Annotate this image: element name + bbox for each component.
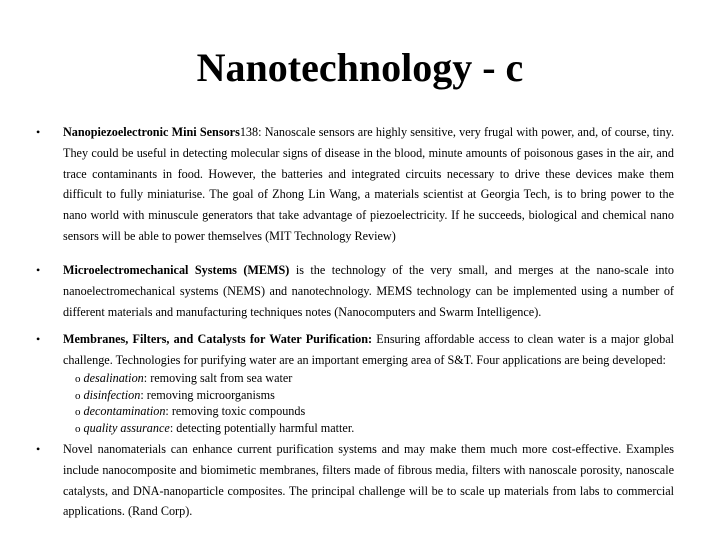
sub-term: quality assurance	[83, 420, 170, 435]
sub-term: disinfection	[83, 387, 141, 402]
bullet-marker: •	[36, 125, 41, 139]
bullet-marker: •	[36, 332, 41, 346]
bullet-text	[63, 122, 674, 247]
bullet-body: Nanoscale sensors are highly sensitive, very frugal with power, and, of course, tiny. They could be useful in detecting molecular signs of disease in the blood, minute amounts of poisonous gases in the air, and trace contaminants in food. However, the batteries and integrated circuits necessary to drive these devices make them difficult to fully miniaturise. The goal of Zhong Lin Wang, a materials scientist at Georgia Tech, is to bring power to the nano world with minuscule generators that take advantage of piezoelectricity. If he succeeds, biological and chemical nano sensors will be able to power themselves (MIT Technology Review)	[63, 125, 674, 243]
sub-desc: : removing toxic compounds	[165, 404, 306, 419]
bullet-heading: Nanopiezoelectronic Mini Sensors	[63, 125, 240, 139]
bullet-heading: Microelectromechanical Systems (MEMS)	[63, 263, 290, 277]
bullet-text	[63, 260, 674, 322]
sub-term: decontamination	[83, 404, 166, 419]
bullet-marker: •	[36, 442, 41, 456]
sub-marker: o	[75, 373, 81, 385]
sub-desc: : removing microorganisms	[140, 387, 275, 402]
sub-list-item	[75, 371, 675, 388]
sub-list	[75, 371, 675, 437]
sub-marker: o	[75, 406, 81, 419]
bullet-body: Ensuring affordable access to clean water is a major global challenge. Technologies for purifying water are an important emerging area of S&T. Four applications are being developed:	[63, 332, 675, 367]
bullet-heading: Membranes, Filters, and Catalysts for Water Purification:	[63, 332, 373, 346]
sub-marker: o	[75, 389, 81, 402]
sub-marker: o	[75, 422, 81, 435]
sub-term: desalination	[83, 371, 144, 385]
sub-desc: : removing salt from sea water	[143, 371, 293, 385]
sub-list-item	[75, 388, 675, 405]
slide-title: Nanotechnology - c	[196, 45, 524, 90]
sub-list-item	[75, 421, 675, 438]
bullet-text	[63, 329, 674, 371]
bullet-heading-suffix: 138:	[239, 125, 262, 139]
bullet-text	[63, 439, 674, 522]
sub-desc: : detecting potentially harmful matter.	[169, 420, 355, 435]
bullet-body: Novel nanomaterials can enhance current purification systems and may make them much more cost-effective. Examples include nanocomposite and biomimetic membranes, filters made of fibrous media, filters with nanoscale porosity, nanoscale catalysts, and DNA-nanoparticle composites. The principal challenge will be to scale up materials from labs to commercial applications. (Rand Corp).	[63, 442, 674, 519]
bullet-body: is the technology of the very small, and merges at the nano-scale into nanoelectromechanical systems (NEMS) and nanotechnology. MEMS technology can be implemented using a number of different materials and manufacturing techniques notes (Nanocomputers and Swarm Intelligence).	[63, 263, 675, 319]
bullet-marker: •	[36, 263, 41, 277]
sub-list-item	[75, 404, 675, 421]
